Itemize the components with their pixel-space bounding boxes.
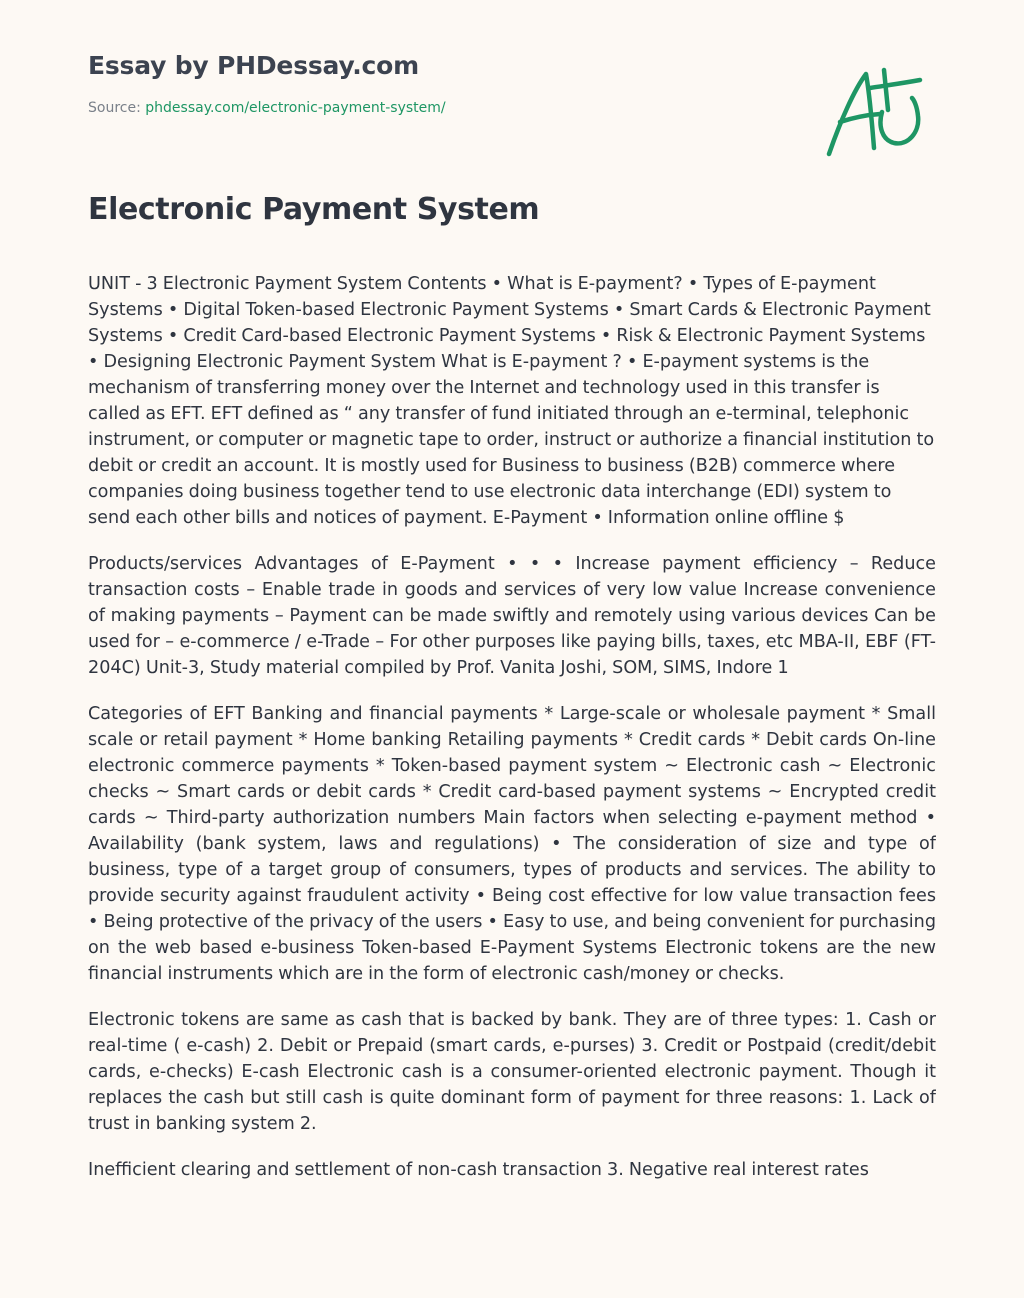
brand-title: Essay by PHDessay.com bbox=[88, 51, 419, 80]
a-plus-grade-icon bbox=[818, 62, 930, 162]
source-label: Source: bbox=[88, 100, 141, 116]
essay-paragraph: Inefficient clearing and settlement of non-cash transaction 3. Negative real interest rates bbox=[88, 1160, 869, 1180]
source-link[interactable]: phdessay.com/electronic-payment-system/ bbox=[145, 100, 446, 116]
essay-paragraph: Electronic tokens are same as cash that is backed by bank. They are of three types: 1. Cash or real-time ( e-cash) 2. Debit or Prepaid (smart cards, e-purses) 3. Credit or Postpaid (credit/debit cards, e-checks) E-cash Electronic cash is a consumer-oriented electronic payment. Though it replaces the cash but still cash is quite dominant form of payment for three reasons: 1. Lack of trust in banking system 2. bbox=[88, 1010, 936, 1134]
essay-paragraph: UNIT - 3 Electronic Payment System Contents • What is E-payment? • Types of E-payment Systems • Digital Token-based Electronic Payment Systems • Smart Cards & Electronic Payment Systems • Credit Card-based Electronic Payment Systems • Risk & Electronic Payment Systems • Designing Electronic Payment System What is E-payment ? • E-payment systems is the mechanism of transferring money over the Internet and technology used in this transfer is called as EFT. EFT defined as “ any transfer of fund initiated through an e-terminal, telephonic instrument, or computer or magnetic tape to order, instruct or authorize a financial institution to debit or credit an account. It is mostly used for Business to business (B2B) commerce where companies doing business together tend to use electronic data interchange (EDI) system to send each other bills and notices of payment. E-Payment • Information online offline $ bbox=[88, 274, 935, 528]
essay-paragraph: Products/services Advantages of E-Payment • • • Increase payment efficiency – Reduce transaction costs – Enable trade in goods and services of very low value Increase convenience of making payments – Payment can be made swiftly and remotely using various devices Can be used for – e-commerce / e-Trade – For other purposes like paying bills, taxes, etc MBA-II, EBF (FT-204C) Unit-3, Study material compiled by Prof. Vanita Joshi, SOM, SIMS, Indore 1 bbox=[88, 554, 936, 678]
site-header bbox=[88, 48, 788, 118]
essay-body bbox=[88, 271, 936, 1298]
source-line bbox=[88, 98, 788, 118]
essay-paragraph: Categories of EFT Banking and financial payments * Large-scale or wholesale payment * Small scale or retail payment * Home banking Retailing payments * Credit cards * Debit cards On-line electronic commerce payments * Token-based payment system ~ Electronic cash ~ Electronic checks ~ Smart cards or debit cards * Credit card-based payment systems ~ Encrypted credit cards ~ Third-party authorization numbers Main factors when selecting e-payment method • Availability (bank system, laws and regulations) • The consideration of size and type of business, type of a target group of consumers, types of products and services. The ability to provide security against fraudulent activity • Being cost effective for low value transaction fees • Being protective of the privacy of the users • Easy to use, and being convenient for purchasing on the web based e-business Token-based E-Payment Systems Electronic tokens are the new financial instruments which are in the form of electronic cash/money or checks. bbox=[88, 704, 936, 984]
essay-title: Electronic Payment System bbox=[88, 192, 540, 227]
